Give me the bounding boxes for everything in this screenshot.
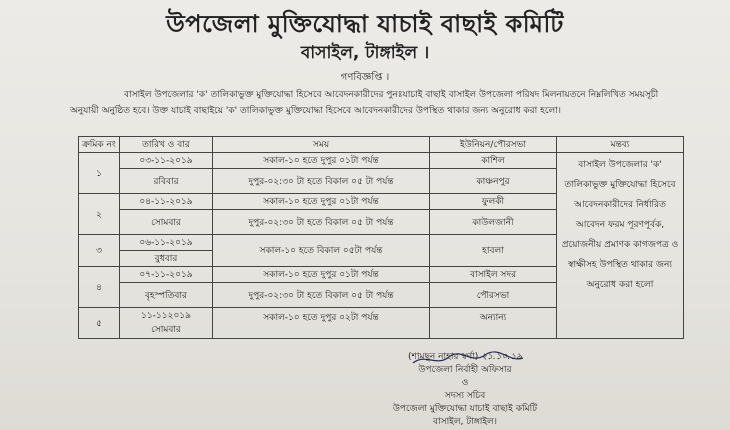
day-cell: বৃহস্পতিবার <box>120 283 213 308</box>
time-cell: দুপুর-০২:৩০ টা হতে বিকাল ০৫ টা পর্যন্ত <box>213 210 430 235</box>
serial-cell: ২ <box>79 194 120 235</box>
date-cell: ০৪-১১-২০১৯ <box>120 194 213 210</box>
serial-cell: ৩ <box>79 235 120 267</box>
date-cell: ০৩-১১-২০১৯ <box>120 153 213 169</box>
notice-label: গণবিজ্ঞপ্তি । <box>340 72 390 83</box>
signatory-role: সদস্য সচিব <box>444 391 486 401</box>
serial-cell: ৫ <box>79 308 120 339</box>
header-date: তারিখ ও বার <box>120 137 213 153</box>
signature-block <box>355 351 575 429</box>
signatory-designation: উপজেলা নির্বাহী অফিসার <box>418 365 512 375</box>
remarks-cell: বাসাইল উপজেলার 'ক' তালিকাভুক্ত মুক্তিযোদ্ধা হিসেবে আবেদনকারীদের নির্ধারিত আবেদন ফরম পূরণপূর্বক, প্রয়োজনীয় প্রমাণক কাগজপত্র ও স্বাক্ষীসহ উপস্থিত থাকার জন্য অনুরোধ করা হলো <box>557 153 684 339</box>
time-cell: সকাল-১০ হতে দুপুর ০১টা পর্যন্ত <box>213 153 430 169</box>
union-cell: কাশিল <box>430 153 557 169</box>
time-cell: দুপুর-০২:৩০ টা হতে বিকাল ০৫ টা পর্যন্ত <box>213 169 430 194</box>
schedule-table <box>78 136 684 339</box>
header-time: সময় <box>213 137 430 153</box>
signatory-name: (শামছুন নাহার স্বর্ণা) <box>408 352 479 362</box>
signatory-location: বাসাইল, টাঙ্গাইল। <box>433 417 497 427</box>
time-cell: সকাল-১০ হতে দুপুর ০১টা পর্যন্ত <box>213 267 430 283</box>
header-remarks: মন্তব্য <box>557 137 684 153</box>
document-subtitle: বাসাইল, টাঙ্গাইল । <box>300 43 430 63</box>
union-cell: পৌরসভা <box>430 283 557 308</box>
serial-cell: ৪ <box>79 267 120 308</box>
union-cell: বাসাইল সদর <box>430 267 557 283</box>
union-cell: ফুলকী <box>430 194 557 210</box>
signature-conjunction: ও <box>461 378 469 388</box>
intro-paragraph: বাসাইল উপজেলার 'ক' তালিকাভুক্ত মুক্তিযোদ্ধা হিসেবে আবেদনকারীদের পুনঃযাচাই বাছাই বাসাইল উপজেলা পরিষদ মিলনায়তনে নিম্নলিখিত সময়সূচী অনুযায়ী অনুষ্ঠিত হবে। উক্ত যাচাই বাছাইয়ে 'ক' তালিকাভুক্ত মুক্তিযোদ্ধা হিসেবে আবেদনকারীদের উপস্থিত থাকার জন্য অনুরোধ করা হলো। <box>70 90 659 116</box>
date-cell: ০৬-১১-২০১৯ <box>120 235 213 251</box>
header-union: ইউনিয়ন/পৌরসভা <box>430 137 557 153</box>
date-day-cell <box>120 308 213 339</box>
day-cell: সোমবার <box>120 210 213 235</box>
document-title: উপজেলা মুক্তিযোদ্ধা যাচাই বাছাই কমিটি <box>166 10 564 38</box>
union-cell: কাঞ্চনপুর <box>430 169 557 194</box>
table-header-row <box>79 137 684 153</box>
signature-name-line <box>355 351 575 364</box>
table-row <box>79 153 684 169</box>
union-cell: কাউলজানী <box>430 210 557 235</box>
union-cell: হাবলা <box>430 235 557 267</box>
union-cell: অন্যান্য <box>430 308 557 339</box>
serial-cell: ১ <box>79 153 120 194</box>
time-cell: সকাল-১০ হতে দুপুর ০২টা পর্যন্ত <box>213 308 430 339</box>
date-cell: ১১-১১২০১৯ <box>141 311 191 321</box>
day-cell: বুধবার <box>120 251 213 267</box>
header-serial: ক্রমিক নং <box>79 137 120 153</box>
time-cell: সকাল-১০ হতে দুপুর ০১টা পর্যন্ত <box>213 194 430 210</box>
signatory-committee: উপজেলা মুক্তিযোদ্ধা যাচাই বাছাই কমিটি <box>392 404 538 414</box>
signature-date: ২১.১০.১৯ <box>481 352 522 362</box>
time-cell: সকাল-১০ হতে বিকাল ০৫টা পর্যন্ত <box>213 235 430 267</box>
day-cell: সোমবার <box>151 325 181 335</box>
time-cell: দুপুর-০২:৩০ টা হতে বিকাল ০৫ টা পর্যন্ত <box>213 283 430 308</box>
day-cell: রবিবার <box>120 169 213 194</box>
date-cell: ০৭-১১-২০১৯ <box>120 267 213 283</box>
